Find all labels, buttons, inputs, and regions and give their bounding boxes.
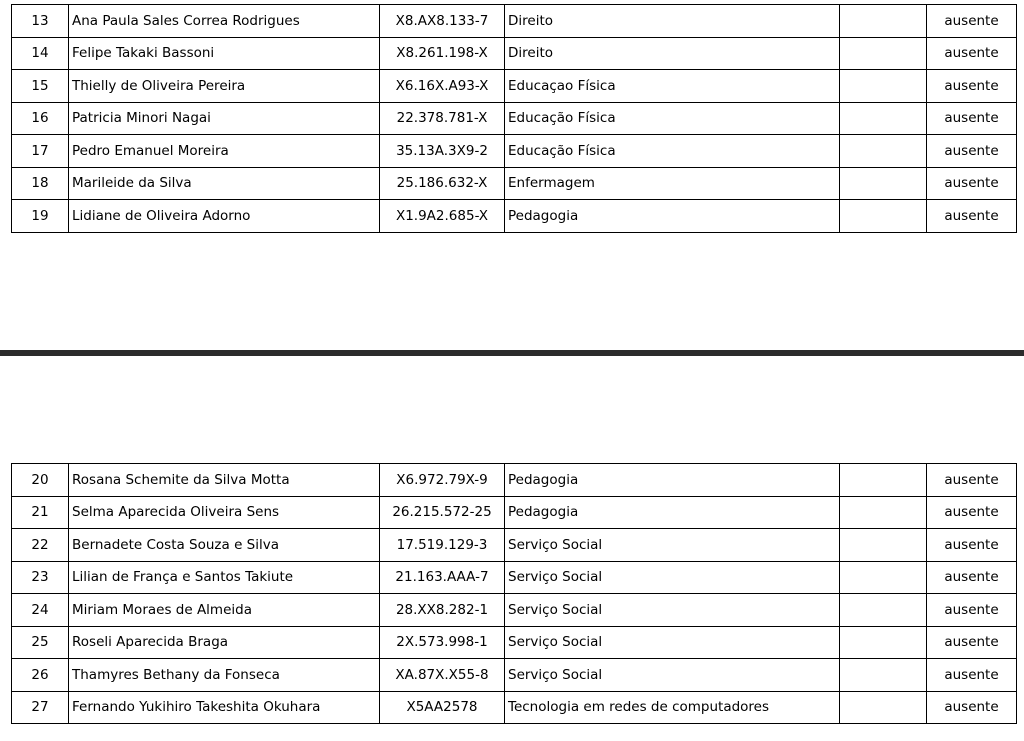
status-cell: ausente (927, 594, 1017, 627)
student-name: Thielly de Oliveira Pereira (69, 70, 380, 103)
row-number: 25 (12, 626, 69, 659)
table-row (12, 135, 1017, 168)
blank-cell (840, 529, 927, 562)
table-row (12, 659, 1017, 692)
status-cell: ausente (927, 102, 1017, 135)
blank-cell (840, 626, 927, 659)
status-cell: ausente (927, 659, 1017, 692)
blank-cell (840, 659, 927, 692)
table-row (12, 167, 1017, 200)
student-name: Lilian de França e Santos Takiute (69, 561, 380, 594)
document-id: 17.519.129-3 (380, 529, 505, 562)
row-number: 24 (12, 594, 69, 627)
student-name: Lidiane de Oliveira Adorno (69, 200, 380, 233)
course-name: Enfermagem (505, 167, 840, 200)
course-name: Direito (505, 5, 840, 38)
document-id: 22.378.781-X (380, 102, 505, 135)
table-row (12, 37, 1017, 70)
table-row (12, 200, 1017, 233)
student-name: Miriam Moraes de Almeida (69, 594, 380, 627)
status-cell: ausente (927, 37, 1017, 70)
row-number: 13 (12, 5, 69, 38)
blank-cell (840, 5, 927, 38)
status-cell: ausente (927, 200, 1017, 233)
course-name: Serviço Social (505, 529, 840, 562)
blank-cell (840, 167, 927, 200)
status-cell: ausente (927, 529, 1017, 562)
document-id: 28.XX8.282-1 (380, 594, 505, 627)
student-name: Roseli Aparecida Braga (69, 626, 380, 659)
course-name: Serviço Social (505, 561, 840, 594)
row-number: 26 (12, 659, 69, 692)
status-cell: ausente (927, 5, 1017, 38)
table-row (12, 70, 1017, 103)
course-name: Educação Física (505, 102, 840, 135)
document-id: X6.16X.A93-X (380, 70, 505, 103)
document-id: 35.13A.3X9-2 (380, 135, 505, 168)
course-name: Serviço Social (505, 626, 840, 659)
blank-cell (840, 102, 927, 135)
document-id: 26.215.572-25 (380, 496, 505, 529)
blank-cell (840, 70, 927, 103)
status-cell: ausente (927, 626, 1017, 659)
row-number: 20 (12, 464, 69, 497)
page-break-divider (0, 350, 1024, 356)
attendance-table-top (11, 4, 1017, 233)
document-id: 21.163.AAA-7 (380, 561, 505, 594)
student-name: Felipe Takaki Bassoni (69, 37, 380, 70)
status-cell: ausente (927, 167, 1017, 200)
document-id: X8.AX8.133-7 (380, 5, 505, 38)
status-cell: ausente (927, 496, 1017, 529)
row-number: 17 (12, 135, 69, 168)
blank-cell (840, 200, 927, 233)
table-row (12, 626, 1017, 659)
row-number: 23 (12, 561, 69, 594)
blank-cell (840, 496, 927, 529)
table-row (12, 561, 1017, 594)
course-name: Educação Física (505, 135, 840, 168)
row-number: 15 (12, 70, 69, 103)
status-cell: ausente (927, 70, 1017, 103)
table-row (12, 594, 1017, 627)
status-cell: ausente (927, 135, 1017, 168)
course-name: Serviço Social (505, 659, 840, 692)
course-name: Pedagogia (505, 496, 840, 529)
table-row (12, 102, 1017, 135)
student-name: Fernando Yukihiro Takeshita Okuhara (69, 691, 380, 724)
row-number: 18 (12, 167, 69, 200)
student-name: Marileide da Silva (69, 167, 380, 200)
student-name: Thamyres Bethany da Fonseca (69, 659, 380, 692)
student-name: Selma Aparecida Oliveira Sens (69, 496, 380, 529)
attendance-table-bottom (11, 463, 1017, 724)
course-name: Serviço Social (505, 594, 840, 627)
status-cell: ausente (927, 464, 1017, 497)
table-row (12, 529, 1017, 562)
row-number: 19 (12, 200, 69, 233)
blank-cell (840, 594, 927, 627)
student-name: Ana Paula Sales Correa Rodrigues (69, 5, 380, 38)
row-number: 14 (12, 37, 69, 70)
row-number: 16 (12, 102, 69, 135)
table-row (12, 691, 1017, 724)
document-id: 2X.573.998-1 (380, 626, 505, 659)
table-row (12, 464, 1017, 497)
document-id: X6.972.79X-9 (380, 464, 505, 497)
blank-cell (840, 691, 927, 724)
course-name: Tecnologia em redes de computadores (505, 691, 840, 724)
table-body (12, 5, 1017, 233)
course-name: Direito (505, 37, 840, 70)
course-name: Pedagogia (505, 200, 840, 233)
blank-cell (840, 464, 927, 497)
row-number: 27 (12, 691, 69, 724)
course-name: Pedagogia (505, 464, 840, 497)
student-name: Pedro Emanuel Moreira (69, 135, 380, 168)
row-number: 22 (12, 529, 69, 562)
blank-cell (840, 37, 927, 70)
row-number: 21 (12, 496, 69, 529)
student-name: Patricia Minori Nagai (69, 102, 380, 135)
table-row (12, 496, 1017, 529)
document-id: X5AA2578 (380, 691, 505, 724)
document-id: X1.9A2.685-X (380, 200, 505, 233)
status-cell: ausente (927, 561, 1017, 594)
document-id: X8.261.198-X (380, 37, 505, 70)
document-id: 25.186.632-X (380, 167, 505, 200)
blank-cell (840, 561, 927, 594)
table-body (12, 464, 1017, 724)
blank-cell (840, 135, 927, 168)
student-name: Bernadete Costa Souza e Silva (69, 529, 380, 562)
course-name: Educaçao Física (505, 70, 840, 103)
document-id: XA.87X.X55-8 (380, 659, 505, 692)
student-name: Rosana Schemite da Silva Motta (69, 464, 380, 497)
table-row (12, 5, 1017, 38)
status-cell: ausente (927, 691, 1017, 724)
